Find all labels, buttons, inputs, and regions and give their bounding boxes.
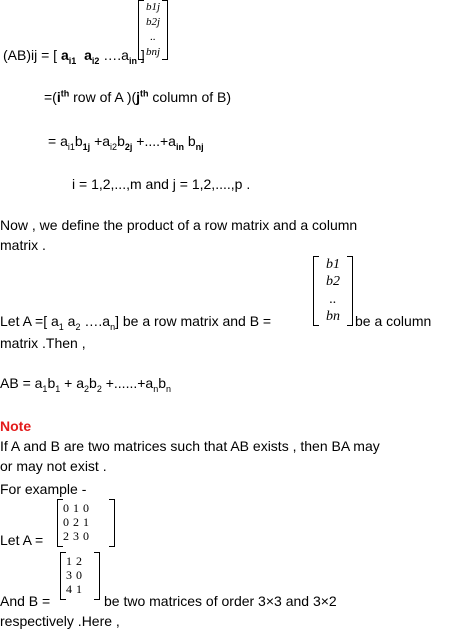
matrix-a: 0 1 0 0 2 1 2 3 0	[57, 499, 115, 547]
note-line: or may not exist .	[0, 458, 107, 474]
note-line: For example -	[0, 481, 87, 497]
matrix-entry: bnj	[145, 46, 161, 58]
row-matrix-definition: Let A =[ $a_1$ $a_2$ $\dots.a_n$] be a row matrix and B =	[0, 313, 272, 332]
matrix-entry: b1	[326, 256, 340, 272]
be-a-column-text: be a column	[355, 313, 432, 329]
matrix-then-text: matrix .Then ,	[0, 335, 86, 351]
matrix-entry: ..	[329, 291, 337, 307]
column-matrix-b	[313, 256, 353, 326]
matrix-entry: ..	[150, 31, 156, 43]
matrix-entry: b2	[326, 274, 340, 290]
matrix-entry: b2j	[145, 16, 161, 28]
equation-sum: = $a_{i1}b_{1j} +a_{i2}b_{2j} +....+a_{in}$ $b_{nj}$	[48, 133, 204, 152]
equation-ab-product: AB = $a_1b_1 + a_2b_2 +......+a_nb_n$	[0, 375, 172, 394]
matrix-b: 1 2 3 0 4 1	[60, 552, 100, 600]
matrix-entry: b1j	[145, 1, 161, 13]
respectively-text: respectively .Here ,	[0, 613, 120, 629]
paragraph-line: matrix .	[0, 237, 46, 253]
matrix-order-text: be two matrices of order 3×3 and 3×2	[104, 593, 337, 609]
matrix-entry: bn	[326, 309, 340, 325]
note-heading: Note	[0, 418, 32, 434]
equation-ab-ij: (AB)ij = [ $a_{i1}$ $a_{i2}$ $\dots.a_{in}$ ]	[3, 47, 145, 66]
index-range: i = 1,2,...,m and j = 1,2,....,p .	[72, 176, 251, 192]
let-a-label: Let A =	[0, 532, 44, 548]
paragraph-line: Now , we define the product of a row matrix and a column	[0, 217, 358, 233]
and-b-label: And B =	[0, 593, 51, 609]
equation-row-col: $=(i^{th}$ row of A )($j^{th}$ column of B)	[44, 88, 232, 105]
note-line: If A and B are two matrices such that AB exists , then BA may	[0, 438, 380, 454]
